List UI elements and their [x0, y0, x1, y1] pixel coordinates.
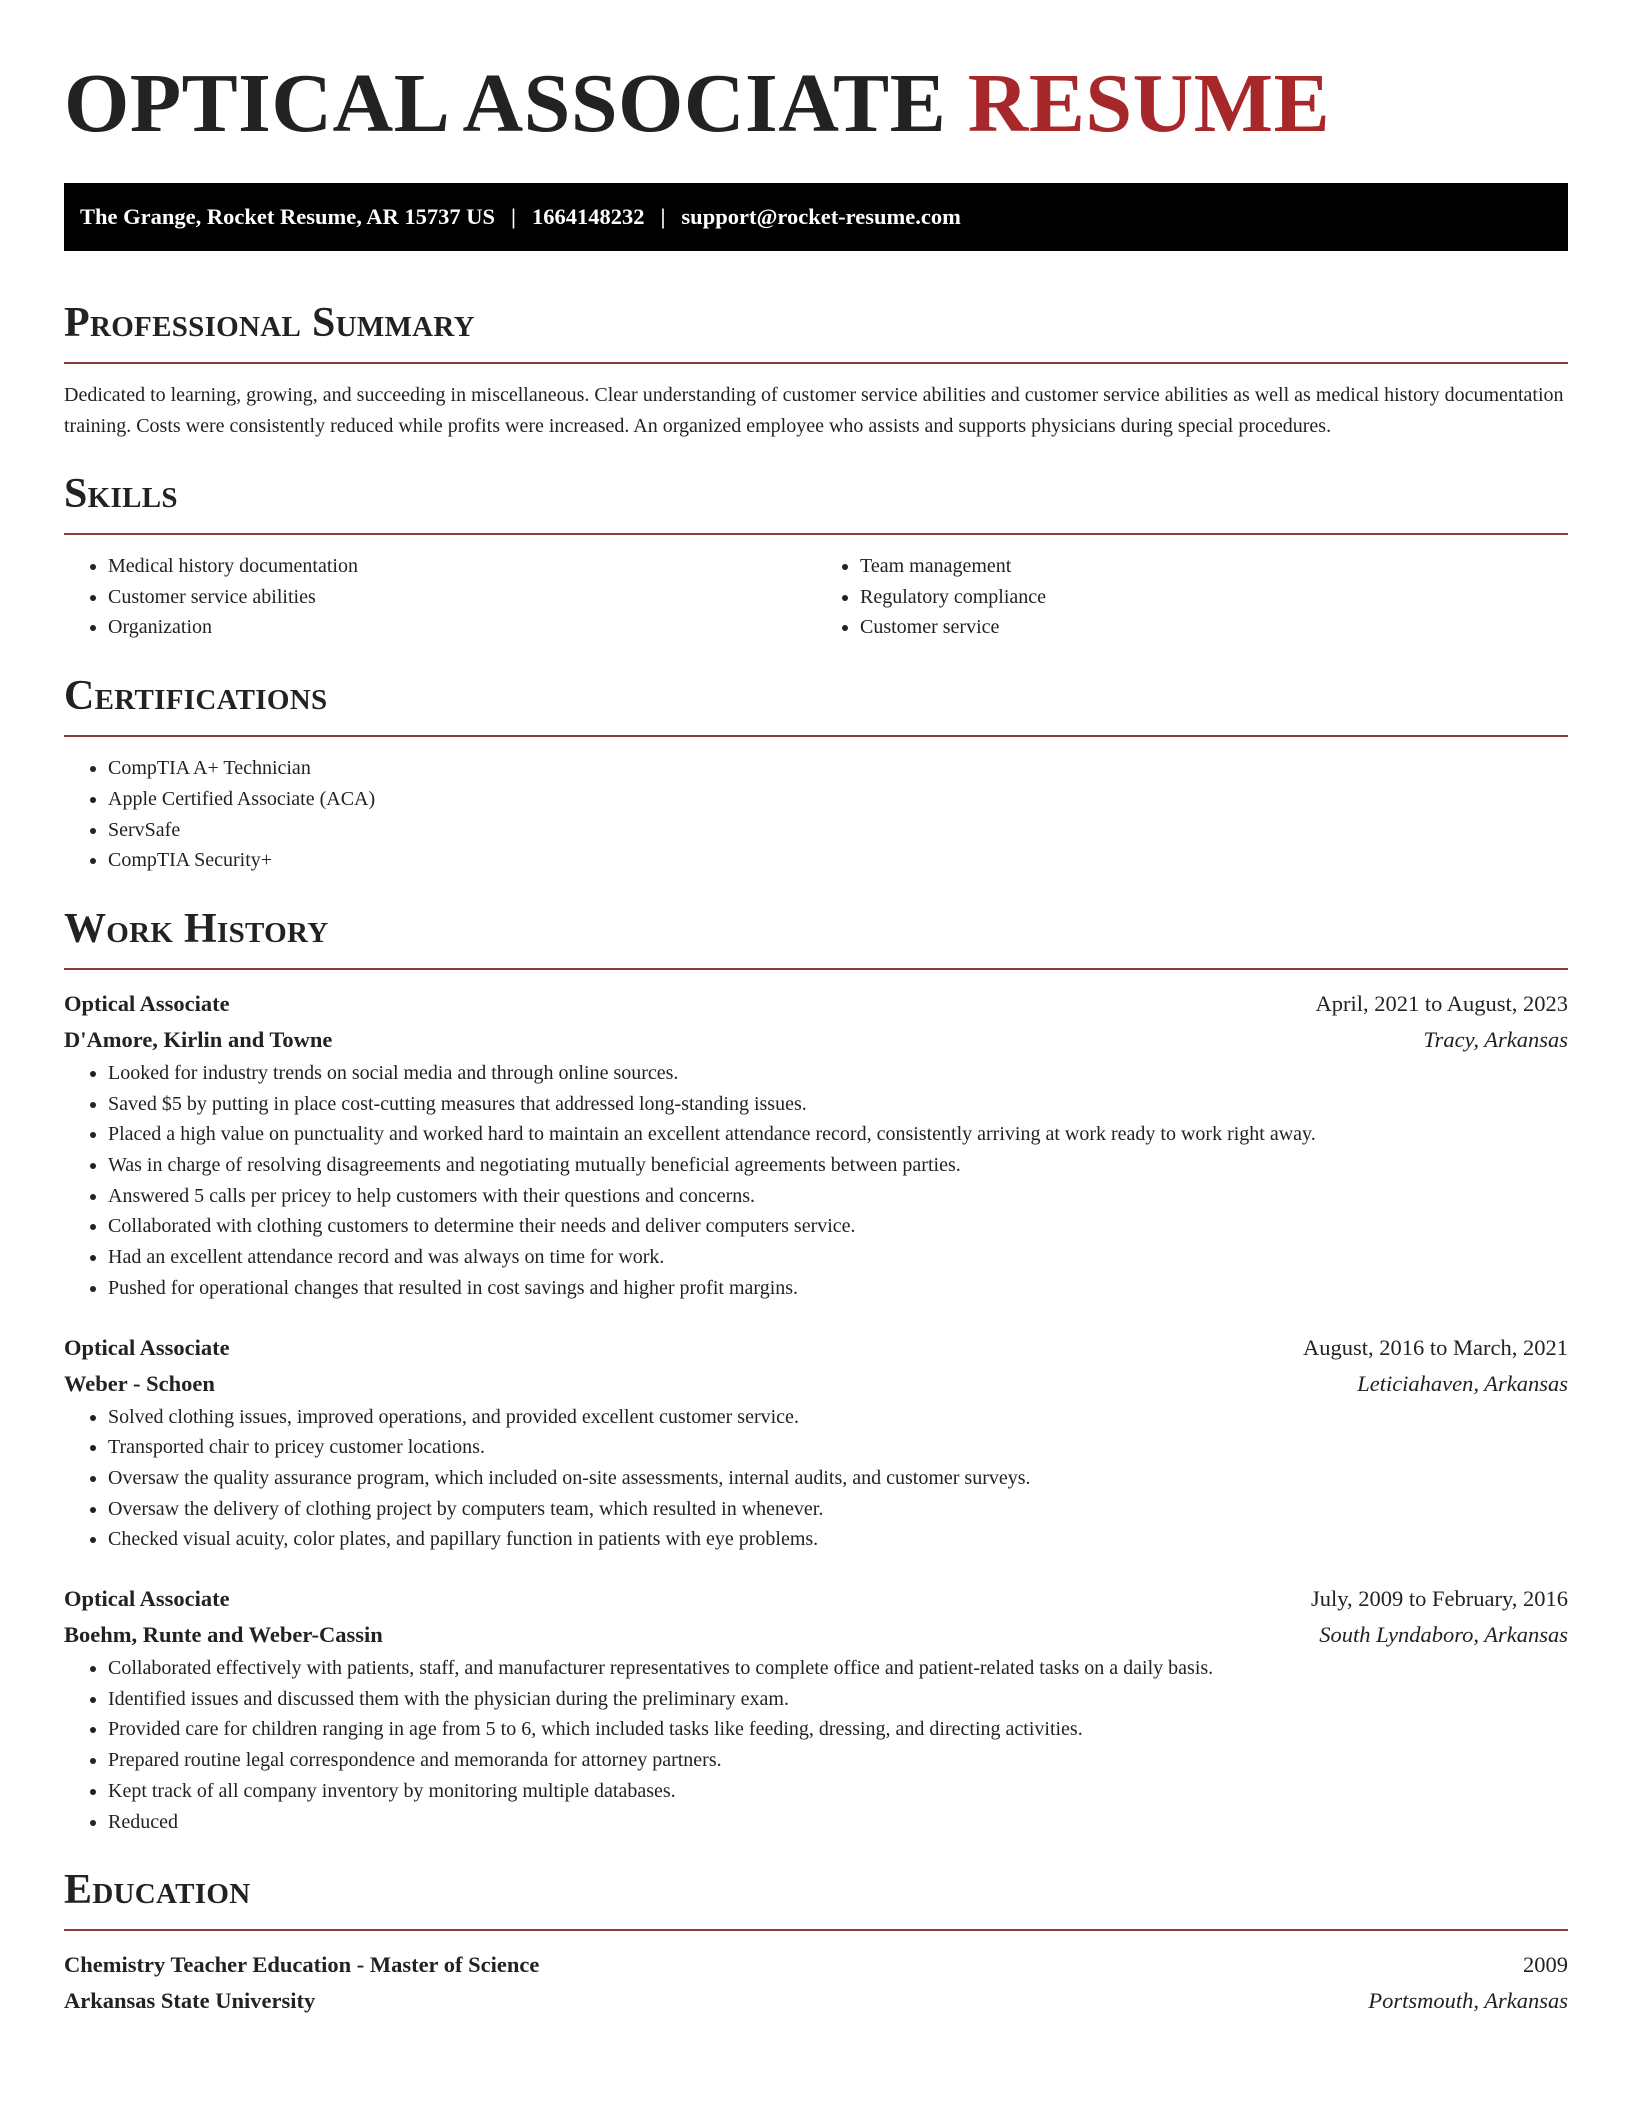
education-header [64, 1947, 1568, 1983]
job-bullet: • Had an excellent attendance record and was always on time for work. [108, 1242, 1568, 1273]
resume-title-main: OPTICAL ASSOCIATE [64, 57, 947, 150]
job-dates: April, 2021 to August, 2023 [1315, 990, 1568, 1016]
certifications-section [64, 671, 1568, 876]
job-location: Leticiahaven, Arkansas [1357, 1370, 1568, 1396]
skill-item: • Regulatory compliance [860, 582, 1568, 613]
job-bullet: • Reduced [108, 1807, 1568, 1838]
summary-section [64, 298, 1568, 441]
job-header [64, 986, 1568, 1022]
education-heading: Education [64, 1867, 251, 1914]
certifications-list [64, 753, 1568, 876]
skill-item: • Customer service abilities [108, 582, 816, 613]
section-divider [64, 968, 1568, 970]
resume-title-accent: RESUME [967, 57, 1331, 150]
section-divider [64, 533, 1568, 535]
job-dates: July, 2009 to February, 2016 [1310, 1586, 1568, 1612]
work-history-heading: Work History [64, 905, 329, 952]
education-entry [64, 1947, 1568, 2019]
education-school: Arkansas State University [64, 1988, 316, 2014]
contact-separator: | [510, 204, 516, 229]
job-bullet: • Identified issues and discussed them with the physician during the preliminary exam. [108, 1684, 1568, 1715]
job-subheader [64, 1617, 1568, 1653]
education-degree: Chemistry Teacher Education - Master of Science [64, 1952, 540, 1978]
skills-section [64, 469, 1568, 643]
job-dates: August, 2016 to March, 2021 [1303, 1334, 1568, 1360]
section-divider [64, 362, 1568, 364]
skills-heading: Skills [64, 471, 178, 517]
job-bullet: • Collaborated with clothing customers to determine their needs and deliver computers service. [108, 1211, 1568, 1242]
job-entry [64, 1581, 1568, 1837]
summary-text: Dedicated to learning, growing, and succeeding in miscellaneous. Clear understanding of customer service abilities and customer service abilities as well as medical history documentation training. Costs were consistently reduced while profits were increased. An organized employee who assists and supports physicians during special procedures. [64, 384, 1564, 437]
job-bullet: • Oversaw the delivery of clothing project by computers team, which resulted in whenever. [108, 1494, 1568, 1525]
skill-item: • Medical history documentation [108, 551, 816, 582]
job-entry [64, 1330, 1568, 1556]
section-divider [64, 735, 1568, 737]
skills-grid [64, 551, 1568, 643]
job-bullet: • Transported chair to pricey customer locations. [108, 1432, 1568, 1463]
job-title: Optical Associate [64, 1334, 230, 1360]
job-bullet-list [64, 1402, 1568, 1556]
certification-item: • ServSafe [108, 815, 1568, 846]
skills-list-left [64, 551, 816, 643]
job-bullet: • Solved clothing issues, improved operations, and provided excellent customer service. [108, 1402, 1568, 1433]
education-section [64, 1865, 1568, 2019]
job-title: Optical Associate [64, 990, 230, 1016]
certification-item: • Apple Certified Associate (ACA) [108, 784, 1568, 815]
education-location: Portsmouth, Arkansas [1368, 1988, 1568, 2014]
job-company: Boehm, Runte and Weber-Cassin [64, 1622, 383, 1648]
job-subheader [64, 1022, 1568, 1058]
work-history-section [64, 904, 1568, 1837]
job-bullet: • Checked visual acuity, color plates, and papillary function in patients with eye problems. [108, 1524, 1568, 1555]
job-bullet: • Provided care for children ranging in age from 5 to 6, which included tasks like feeding, dressing, and directing activities. [108, 1714, 1568, 1745]
job-entry [64, 986, 1568, 1304]
contact-bar [64, 183, 1568, 251]
job-bullet: • Pushed for operational changes that resulted in cost savings and higher profit margins. [108, 1273, 1568, 1304]
skill-item: • Organization [108, 612, 816, 643]
job-bullet: • Saved $5 by putting in place cost-cutting measures that addressed long-standing issues. [108, 1089, 1568, 1120]
job-bullet: • Collaborated effectively with patients, staff, and manufacturer representatives to complete office and patient-related tasks on a daily basis. [108, 1653, 1568, 1684]
skills-list-right [816, 551, 1568, 643]
job-bullet: • Looked for industry trends on social media and through online sources. [108, 1058, 1568, 1089]
job-header [64, 1330, 1568, 1366]
certification-item: • CompTIA Security+ [108, 845, 1568, 876]
job-bullet: • Placed a high value on punctuality and worked hard to maintain an excellent attendance record, consistently arriving at work ready to work right away. [108, 1119, 1568, 1150]
job-bullet: • Answered 5 calls per pricey to help customers with their questions and concerns. [108, 1181, 1568, 1212]
job-location: South Lyndaboro, Arkansas [1319, 1622, 1568, 1648]
contact-separator: | [660, 204, 666, 229]
job-bullet: • Oversaw the quality assurance program, which included on-site assessments, internal audits, and customer surveys. [108, 1463, 1568, 1494]
job-bullet: • Prepared routine legal correspondence and memoranda for attorney partners. [108, 1745, 1568, 1776]
job-header [64, 1581, 1568, 1617]
job-bullet-list [64, 1653, 1568, 1837]
job-bullet: • Was in charge of resolving disagreements and negotiating mutually beneficial agreements between parties. [108, 1150, 1568, 1181]
skill-item: • Team management [860, 551, 1568, 582]
section-divider [64, 1929, 1568, 1931]
job-company: D'Amore, Kirlin and Towne [64, 1026, 333, 1052]
skill-item: • Customer service [860, 612, 1568, 643]
job-company: Weber - Schoen [64, 1370, 215, 1396]
job-title: Optical Associate [64, 1586, 230, 1612]
job-bullet-list [64, 1058, 1568, 1304]
job-subheader [64, 1366, 1568, 1402]
certifications-heading: Certifications [64, 673, 328, 720]
education-year: 2009 [1523, 1952, 1568, 1978]
contact-address: The Grange, Rocket Resume, AR 15737 US [80, 204, 495, 229]
contact-phone: 1664148232 [531, 204, 645, 229]
job-bullet: • Kept track of all company inventory by monitoring multiple databases. [108, 1776, 1568, 1807]
contact-email: support@rocket-resume.com [681, 204, 961, 229]
job-location: Tracy, Arkansas [1423, 1026, 1568, 1052]
summary-heading: Professional Summary [64, 300, 475, 346]
resume-title [64, 58, 1568, 150]
education-subheader [64, 1983, 1568, 2019]
certification-item: • CompTIA A+ Technician [108, 753, 1568, 784]
